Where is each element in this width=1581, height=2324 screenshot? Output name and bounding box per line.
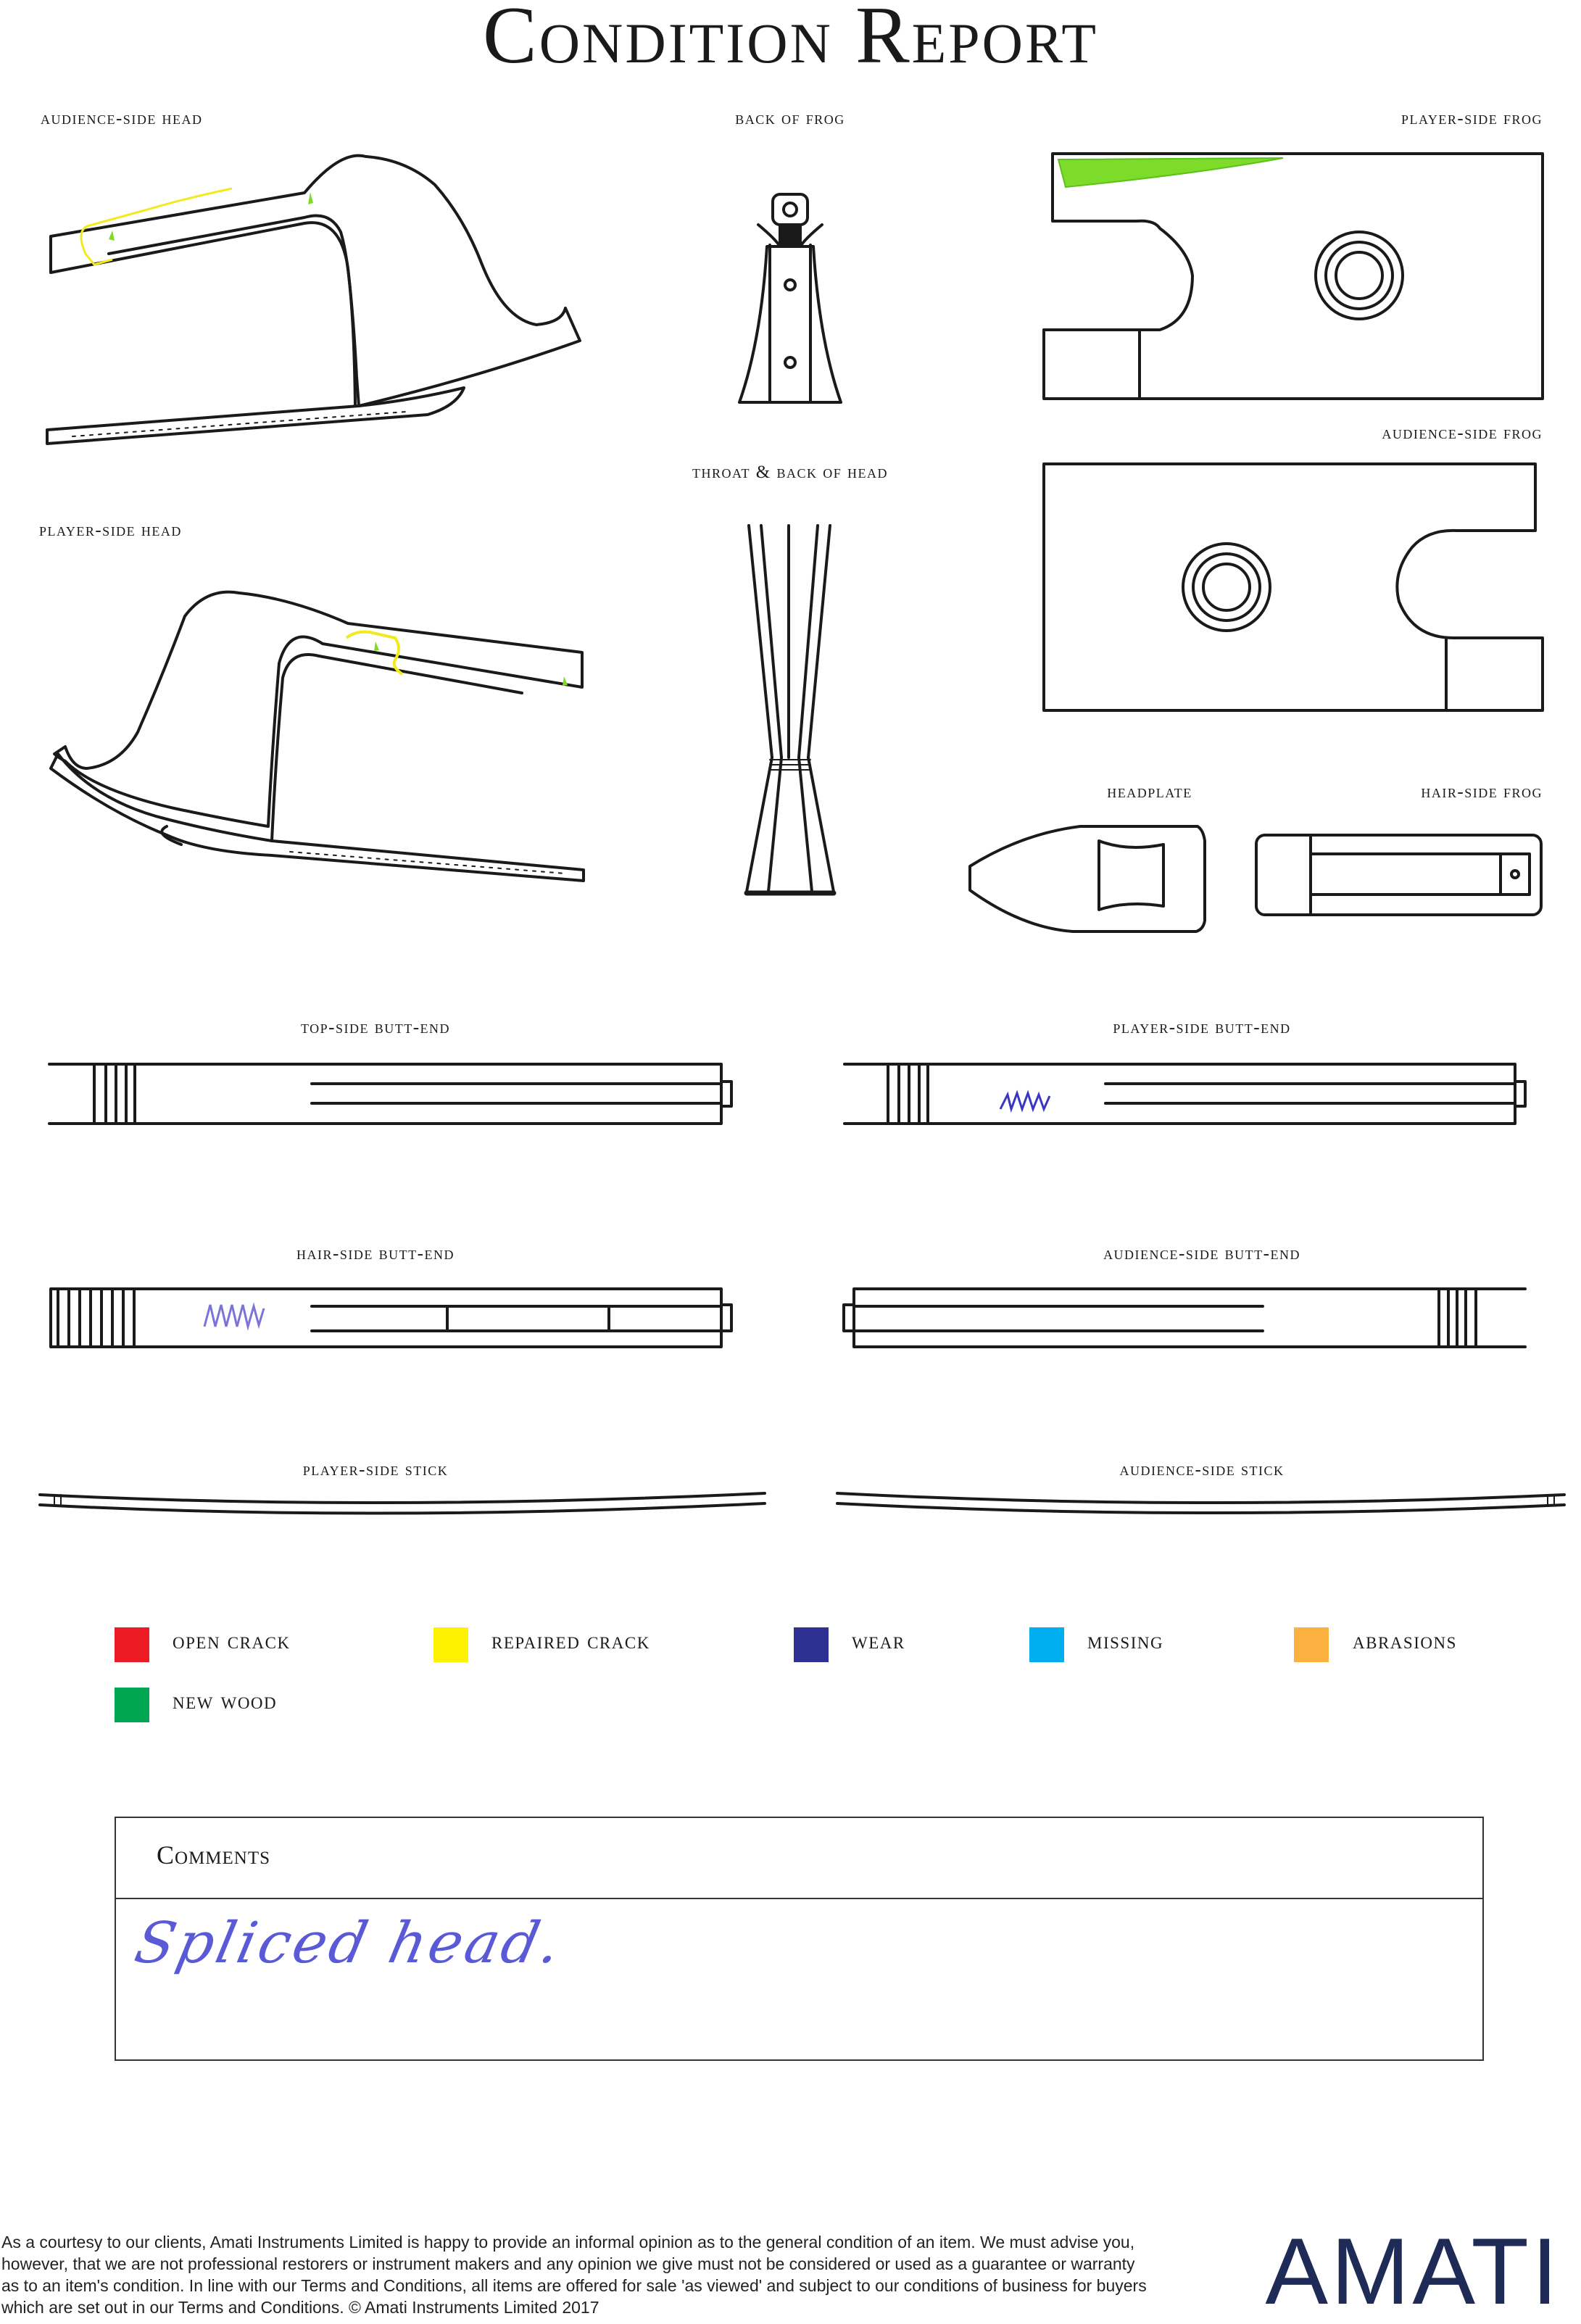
label-top-side-butt-end: top-side butt-end bbox=[300, 1018, 451, 1037]
disclaimer-text: As a courtesy to our clients, Amati Instruments Limited is happy to provide an informal opinion as to the general condition of an item. We must advise you, however, that we are not professional restorers or instrument makers and any opinion we give must not be considered or used as a guarantee or warranty as to an item's condition. In line with our Terms and Conditions, all items are offered for sale 'as viewed' and subject to our conditions of business for buyers which are set out in our Terms and Conditions. © Amati Instruments Limited 2017 bbox=[1, 2233, 1147, 2317]
label-audience-side-head: audience-side head bbox=[41, 109, 203, 128]
wear-mark-hair-butt-end bbox=[204, 1305, 264, 1327]
top-side-butt-end-drawing bbox=[49, 1064, 731, 1124]
legend-label-missing: missing bbox=[1087, 1628, 1164, 1654]
legend-label-open-crack: open crack bbox=[173, 1628, 291, 1654]
new-wood-mark-audience-head-2 bbox=[308, 192, 313, 204]
wear-mark-player-butt-end bbox=[1000, 1093, 1050, 1109]
legend-label-new-wood: new wood bbox=[173, 1688, 278, 1714]
label-hair-side-frog: hair-side frog bbox=[1421, 782, 1543, 802]
hair-side-frog-drawing bbox=[1256, 835, 1541, 915]
legend-label-abrasions: abrasions bbox=[1353, 1628, 1457, 1654]
comments-header bbox=[116, 1818, 1482, 1899]
player-side-head-drawing bbox=[51, 592, 584, 881]
label-player-side-head: player-side head bbox=[39, 520, 182, 540]
comments-text: Spliced head. bbox=[129, 1911, 570, 1976]
page-title: Condition Report bbox=[483, 0, 1098, 80]
new-wood-mark-audience-head-1 bbox=[109, 231, 115, 241]
label-player-side-stick: player-side stick bbox=[302, 1460, 449, 1480]
audience-side-stick-drawing bbox=[837, 1493, 1564, 1513]
headplate-drawing bbox=[970, 826, 1205, 931]
label-player-side-butt-end: player-side butt-end bbox=[1113, 1018, 1291, 1037]
label-headplate: headplate bbox=[1107, 782, 1192, 802]
amati-logo: AMATI bbox=[1265, 2218, 1561, 2324]
legend-swatch-missing bbox=[1029, 1627, 1064, 1662]
new-wood-mark-player-head-2 bbox=[563, 676, 568, 686]
legend-swatch-open-crack bbox=[115, 1627, 149, 1662]
legend-swatch-abrasions bbox=[1294, 1627, 1329, 1662]
legend-label-wear: wear bbox=[852, 1628, 905, 1654]
legend-label-repaired-crack: repaired crack bbox=[491, 1628, 650, 1654]
label-audience-side-butt-end: audience-side butt-end bbox=[1103, 1244, 1300, 1263]
label-back-of-frog: back of frog bbox=[735, 109, 845, 128]
throat-back-of-head-drawing bbox=[747, 526, 834, 893]
player-side-frog-drawing bbox=[1044, 154, 1543, 399]
legend-swatch-new-wood bbox=[115, 1688, 149, 1722]
label-audience-side-frog: audience-side frog bbox=[1382, 423, 1543, 443]
condition-marks bbox=[81, 158, 1283, 1327]
back-of-frog-drawing bbox=[739, 194, 841, 402]
hair-side-butt-end-drawing bbox=[51, 1289, 731, 1347]
label-hair-side-butt-end: hair-side butt-end bbox=[296, 1244, 455, 1263]
audience-side-butt-end-drawing bbox=[844, 1289, 1525, 1347]
legend-swatch-wear bbox=[794, 1627, 829, 1662]
label-throat-back-of-head: throat & back of head bbox=[692, 462, 888, 482]
player-side-stick-drawing bbox=[40, 1493, 765, 1514]
audience-side-head-drawing bbox=[47, 156, 580, 444]
new-wood-mark-player-head-1 bbox=[374, 642, 379, 651]
label-player-side-frog: player-side frog bbox=[1401, 109, 1543, 128]
audience-side-frog-drawing bbox=[1044, 464, 1543, 710]
label-audience-side-stick: audience-side stick bbox=[1119, 1460, 1285, 1480]
comments-heading: Comments bbox=[157, 1840, 271, 1869]
new-wood-mark-player-frog bbox=[1058, 158, 1283, 187]
player-side-butt-end-drawing bbox=[845, 1064, 1525, 1124]
legend-swatch-repaired-crack bbox=[433, 1627, 468, 1662]
